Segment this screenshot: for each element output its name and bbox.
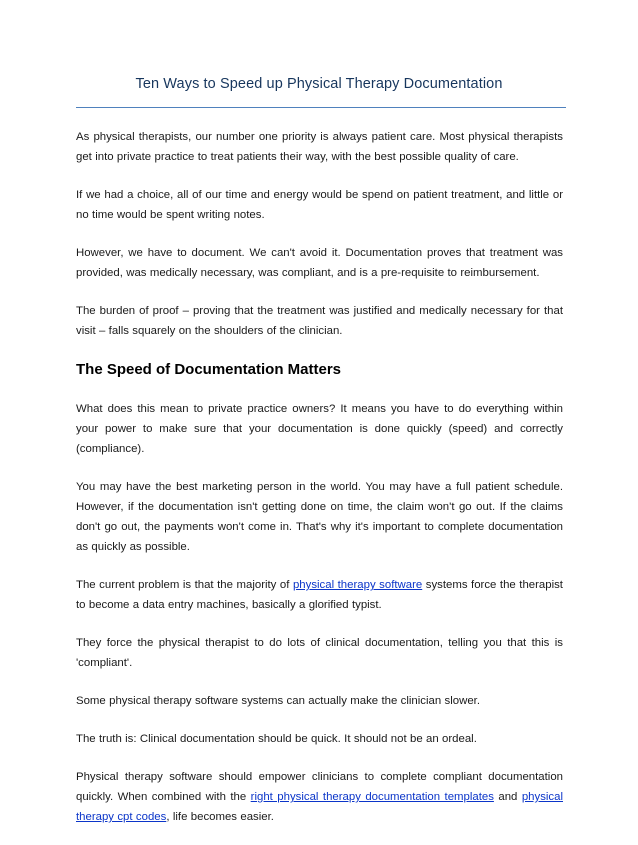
- section-paragraph-2: You may have the best marketing person in the world. You may have a full patient schedule. However, if the documentation isn't getting done on time, the claim won't go out. If the claims don't go out, the payments won't come in. That's why it's important to complete documentation as quickly as possible.: [76, 481, 563, 553]
- section-paragraph-7: [76, 767, 563, 827]
- intro-paragraph-1: As physical therapists, our number one priority is always patient care. Most physical therapists get into private practice to treat patients their way, with the best possible quality of care.: [76, 131, 563, 163]
- paragraph-text: , life becomes easier.: [166, 811, 274, 823]
- document-body: [76, 127, 563, 845]
- cpt-codes-link[interactable]: physical therapy cpt codes: [76, 791, 563, 823]
- paragraph-text: systems force the therapist to become a data entry machines, basically a glorified typist.: [76, 579, 563, 611]
- paragraph-text: The current problem is that the majority of: [76, 579, 293, 591]
- intro-paragraph-3: However, we have to document. We can't avoid it. Documentation proves that treatment was provided, was medically necessary, was compliant, and is a pre-requisite to reimbursement.: [76, 247, 563, 279]
- intro-paragraph-2: If we had a choice, all of our time and energy would be spend on patient treatment, and little or no time would be spent writing notes.: [76, 189, 563, 221]
- title-underline-rule: [76, 107, 566, 108]
- section-paragraph-3: [76, 575, 563, 615]
- documentation-templates-link[interactable]: right physical therapy documentation templates: [250, 791, 494, 803]
- section-heading: The Speed of Documentation Matters: [76, 361, 342, 378]
- intro-paragraph-4: The burden of proof – proving that the treatment was justified and medically necessary for that visit – falls squarely on the shoulders of the clinician.: [76, 305, 563, 337]
- section-paragraph-5: Some physical therapy software systems can actually make the clinician slower.: [76, 695, 481, 707]
- section-paragraph-4: They force the physical therapist to do lots of clinical documentation, telling you that this is 'compliant'.: [76, 637, 563, 669]
- physical-therapy-software-link[interactable]: physical therapy software: [292, 579, 423, 591]
- paragraph-text: Physical therapy software should empower clinicians to complete compliant documentation quickly. When combined with the: [76, 771, 563, 803]
- document-title: Ten Ways to Speed up Physical Therapy Documentation: [135, 76, 503, 92]
- paragraph-text: and: [493, 791, 522, 803]
- section-paragraph-6: The truth is: Clinical documentation should be quick. It should not be an ordeal.: [76, 733, 477, 745]
- section-paragraph-1: What does this mean to private practice owners? It means you have to do everything within your power to make sure that your documentation is done quickly (speed) and correctly (compliance).: [76, 403, 563, 455]
